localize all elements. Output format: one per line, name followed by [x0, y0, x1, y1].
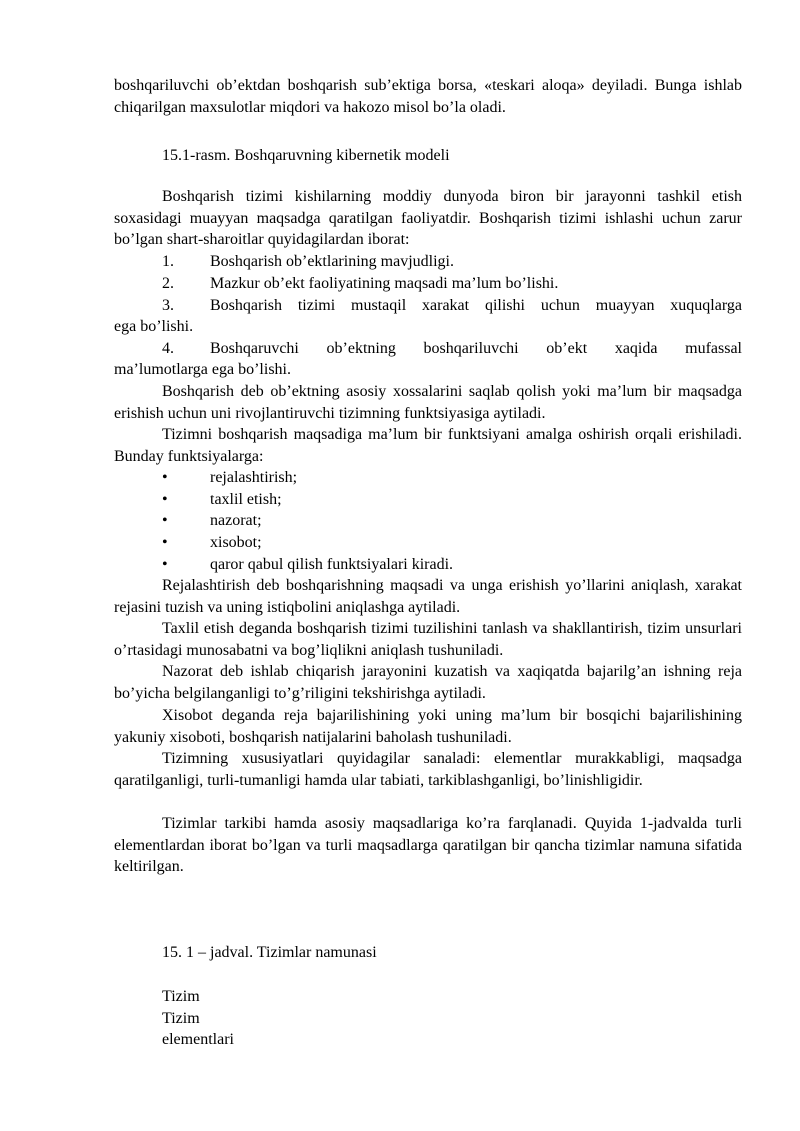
item-text: Boshqarish ob’ektlarining mavjudligi. — [210, 253, 454, 270]
paragraph-properties: Tizimning xususiyatlari quyidagilar sanaladi: elementlar murakkabligi, maqsadga qaratilganligi, turli-tumanligi hamda ular tabiati, tarkiblashganligi, bo’linishligidir. — [114, 750, 742, 789]
paragraph-feedback: boshqariluvchi ob’ektdan boshqarish sub’ektiga borsa, «teskari aloqa» deyiladi. Bunga ishlab chiqarilgan maxsulotlar miqdori va hakozo misol bo’la oladi. — [114, 77, 742, 116]
bullet-text: taxlil etish; — [210, 491, 282, 508]
paragraph-control: Nazorat deb ishlab chiqarish jarayonini kuzatish va xaqiqatda bajarilg’an ishning reja bo’yicha belgilanganligi to’g’riligini tekshirishga aytiladi. — [114, 663, 742, 702]
item-text: Boshqaruvchi ob’ektning boshqariluvchi ob’ekt xaqida mufassal — [210, 340, 742, 357]
paragraph-planning: Rejalashtirish deb boshqarishning maqsadi va unga erishish yo’llarini aniqlash, xarakat rejasini tuzish va uning istiqbolini aniqlashga aytiladi. — [114, 577, 742, 616]
item-text: Mazkur ob’ekt faoliyatining maqsadi ma’lum bo’lishi. — [210, 275, 559, 292]
item-number: 2. — [162, 275, 174, 292]
bullet-text: qaror qabul qilish funktsiyalari kiradi. — [210, 556, 454, 573]
item-number: 3. — [162, 297, 174, 314]
bullet-text: nazorat; — [210, 512, 262, 529]
bullet-icon: • — [162, 556, 168, 573]
numbered-item-3-continuation: ega bo’lishi. — [114, 318, 194, 335]
paragraph-report: Xisobot deganda reja bajarilishining yoki uning ma’lum bir bosqichi bajarilishining yakuniy xisoboti, boshqarish natijalarini baholash tushuniladi. — [114, 707, 742, 746]
item-number: 1. — [162, 253, 174, 270]
paragraph-functions: Tizimni boshqarish maqsadiga ma’lum bir funktsiyani amalga oshirish orqali erishiladi. Bunday funktsiyalarga: — [114, 426, 742, 465]
bullet-icon: • — [162, 512, 168, 529]
bullet-icon: • — [162, 469, 168, 486]
item-text: Boshqarish tizimi mustaqil xarakat qilishi uchun muayyan xuquqlarga — [210, 297, 742, 314]
table-header-elements-line1: Tizim — [162, 1010, 200, 1027]
bullet-icon: • — [162, 534, 168, 551]
paragraph-system: Boshqarish tizimi kishilarning moddiy dunyoda biron bir jarayonni tashkil etish soxasidagi muayyan maqsadga qaratilgan faoliyatdir. Boshqarish tizimi ishlashi uchun zarur bo’lgan shart-sharoitlar quyidagilardan iborat: — [114, 188, 742, 249]
numbered-item-4-continuation: ma’lumotlarga ega bo’lishi. — [114, 361, 291, 378]
paragraph-analysis: Taxlil etish deganda boshqarish tizimi tuzilishini tanlash va shakllantirish, tizim unsurlari o’rtasidagi munosabatni va bog’liqlikni aniqlash tushuniladi. — [114, 620, 742, 659]
table-header-system: Tizim — [162, 988, 200, 1005]
bullet-text: rejalashtirish; — [210, 469, 298, 486]
bullet-text: xisobot; — [210, 534, 262, 551]
table-caption: 15. 1 – jadval. Tizimlar namunasi — [162, 944, 377, 961]
bullet-icon: • — [162, 491, 168, 508]
item-number: 4. — [162, 340, 174, 357]
table-header-elements-line2: elementlari — [162, 1031, 234, 1048]
figure-caption: 15.1-rasm. Boshqaruvning kibernetik modeli — [162, 147, 450, 164]
paragraph-definition: Boshqarish deb ob’ektning asosiy xossalarini saqlab qolish yoki ma’lum bir maqsadga erishish uchun uni rivojlantiruvchi tizimning funktsiyasiga aytiladi. — [114, 383, 742, 422]
paragraph-types: Tizimlar tarkibi hamda asosiy maqsadlariga ko’ra farqlanadi. Quyida 1-jadvalda turli elementlardan iborat bo’lgan va turli maqsadlarga qaratilgan bir qancha tizimlar namuna sifatida keltirilgan. — [114, 815, 742, 876]
